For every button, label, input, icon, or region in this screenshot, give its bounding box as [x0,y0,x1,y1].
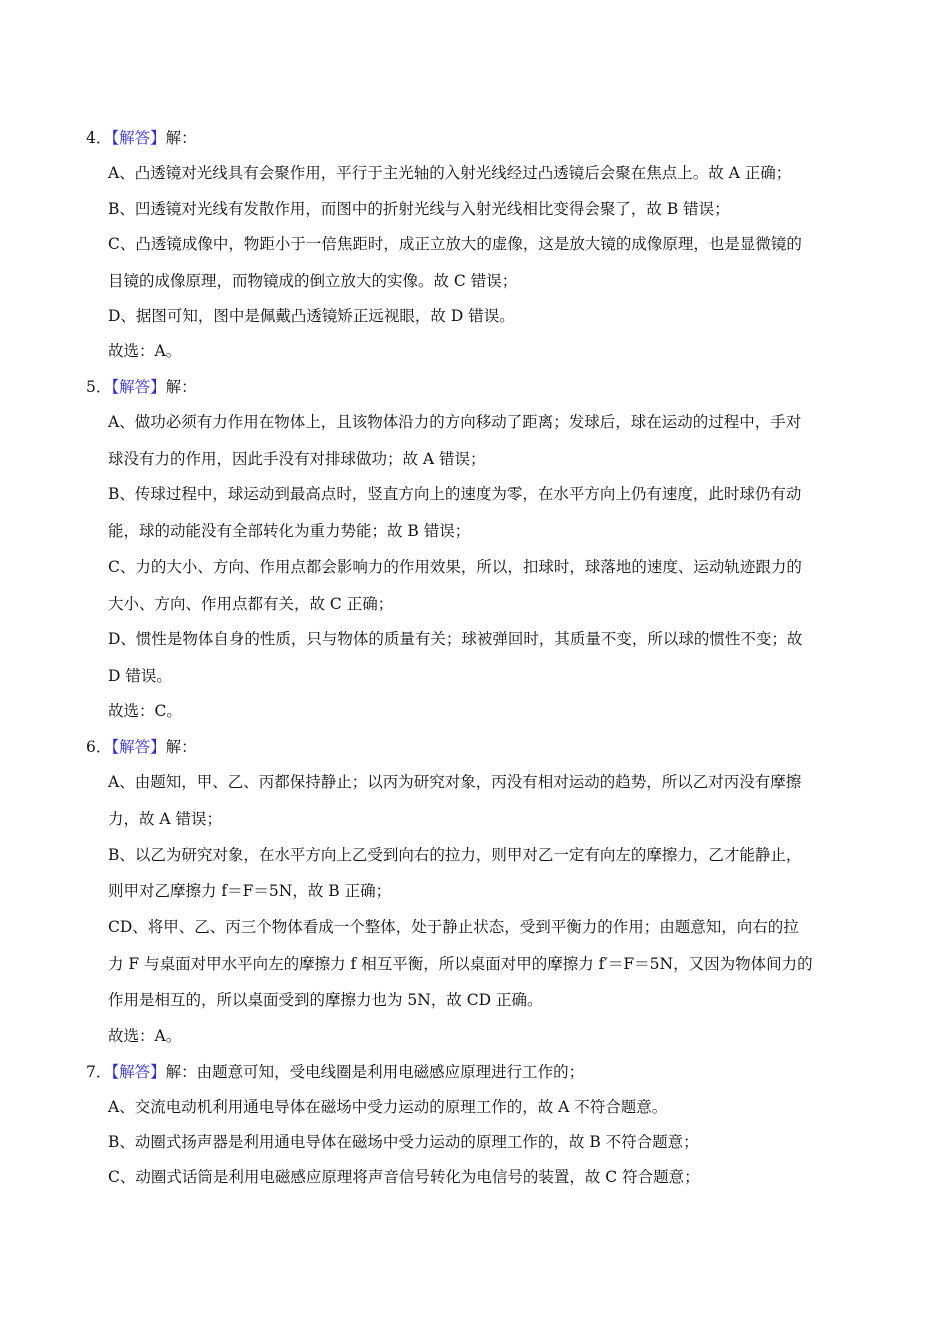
answer-line: 能，球的动能没有全部转化为重力势能；故 B 错误； [108,522,471,540]
answer-7-header [86,1062,584,1082]
answer-choice: 故选：C。 [108,702,182,720]
answer-line: D、据图可知，图中是佩戴凸透镜矫正远视眼，故 D 错误。 [108,307,515,325]
answer-6-header [86,737,197,757]
answer-line: C、力的大小、方向、作用点都会影响力的作用效果，所以，扣球时，球落地的速度、运动轨迹跟力的 [108,558,802,576]
answer-line: 则甲对乙摩擦力 f＝F＝5N，故 B 正确； [108,882,392,900]
answer-line: A、交流电动机利用通电导体在磁场中受力运动的原理工作的，故 A 不符合题意。 [108,1098,668,1116]
answer-line: CD、将甲、乙、丙三个物体看成一个整体，处于静止状态，受到平衡力的作用；由题意知，向右的拉 [108,918,799,936]
answer-line: A、由题知，甲、乙、丙都保持静止；以丙为研究对象，丙没有相对运动的趋势，所以乙对丙没有摩擦 [108,773,802,791]
answer-line: B、动圈式扬声器是利用通电导体在磁场中受力运动的原理工作的，故 B 不符合题意； [108,1133,699,1151]
answer-line: D 错误。 [108,667,172,685]
answer-line: 力，故 A 错误； [108,810,223,828]
answer-number: 6． [86,738,112,756]
answer-line: B、传球过程中，球运动到最高点时，竖直方向上的速度为零，在水平方向上仍有速度，此时球仍有动 [108,485,802,503]
answer-intro: 解：由题意可知，受电线圈是利用电磁感应原理进行工作的； [165,1063,585,1081]
answer-line: 目镜的成像原理，而物镜成的倒立放大的实像。故 C 错误； [108,272,518,290]
answer-4-header [86,128,197,148]
answer-number: 4． [86,129,112,147]
answer-line: C、动圈式话筒是利用电磁感应原理将声音信号转化为电信号的装置，故 C 符合题意； [108,1168,700,1186]
answer-tag: 【解答】 [111,1063,166,1081]
answer-line: B、凹透镜对光线有发散作用，而图中的折射光线与入射光线相比变得会聚了，故 B 错误； [108,200,730,218]
answer-line: 力 F 与桌面对甲水平向左的摩擦力 f 相互平衡，所以桌面对甲的摩擦力 f′＝F＝5N，又因为物体间力的 [108,955,813,973]
answer-number: 5． [86,378,112,396]
answer-tag: 【解答】 [111,378,166,396]
answer-line: A、做功必须有力作用在物体上，且该物体沿力的方向移动了距离；发球后，球在运动的过程中，手对 [108,413,802,431]
answer-intro: 解： [165,378,197,396]
answer-choice: 故选：A。 [108,342,182,360]
answer-choice: 故选：A。 [108,1027,182,1045]
answer-line: D、惯性是物体自身的性质，只与物体的质量有关；球被弹回时，其质量不变，所以球的惯性不变；故 [108,630,803,648]
answer-line: B、以乙为研究对象，在水平方向上乙受到向右的拉力，则甲对乙一定有向左的摩擦力，乙才能静止， [108,846,802,864]
answer-intro: 解： [165,738,197,756]
answer-number: 7． [86,1063,112,1081]
answer-line: 作用是相互的，所以桌面受到的摩擦力也为 5N，故 CD 正确。 [108,991,543,1009]
answer-line: C、凸透镜成像中，物距小于一倍焦距时，成正立放大的虚像，这是放大镜的成像原理，也是显微镜的 [108,235,802,253]
answer-tag: 【解答】 [111,738,166,756]
answer-intro: 解： [165,129,197,147]
answer-line: A、凸透镜对光线具有会聚作用，平行于主光轴的入射光线经过凸透镜后会聚在焦点上。故 A 正确； [108,164,792,182]
answer-tag: 【解答】 [111,129,166,147]
answer-5-header [86,377,197,397]
answer-line: 球没有力的作用，因此手没有对排球做功；故 A 错误； [108,450,486,468]
answer-line: 大小、方向、作用点都有关，故 C 正确； [108,595,394,613]
